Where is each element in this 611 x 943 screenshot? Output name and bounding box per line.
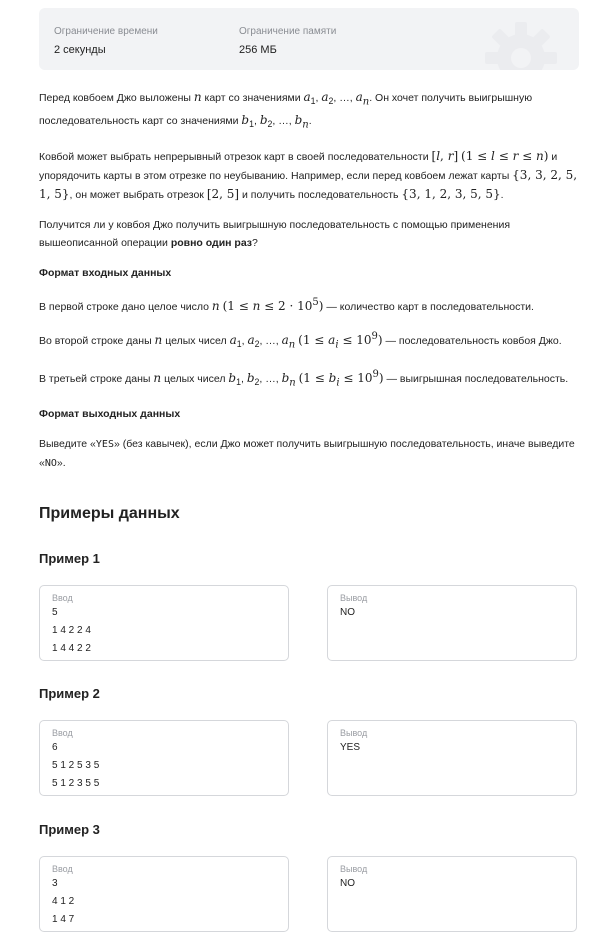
examples-heading: Примеры данных	[39, 505, 180, 522]
example-1-input-box[interactable]: Ввод 5 1 4 2 2 4 1 4 4 2 2	[39, 585, 289, 661]
example-3-input-box[interactable]: Ввод 3 4 1 2 1 4 7	[39, 856, 289, 932]
statement-paragraph-1: Перед ковбоем Джо выложены n карт со значениями $a_1$, $a_2$, …, $a_n$. Он хочет получить выигрышную последовательность карт со значениями $b_1$, $b_2$, …, $b_n$.	[39, 90, 533, 131]
output-format-title: Формат выходных данных	[39, 407, 181, 420]
example-1-title: Пример 1	[39, 551, 100, 566]
input-format-line-3: В третьей строке даны n целых чисел $b_1$, $b_2$, …, $b_n$ $(1 \le b_i \le 10^9)$ — выигрышная последовательность.	[39, 369, 569, 389]
example-1-output-box[interactable]: Вывод NO	[327, 585, 577, 661]
memory-limit-value: 256 МБ	[239, 44, 277, 56]
memory-limit-label: Ограничение памяти	[239, 26, 337, 37]
example-2-input-box[interactable]: Ввод 6 5 1 2 5 3 5 5 1 2 3 5 5	[39, 720, 289, 796]
input-format-title: Формат входных данных	[39, 266, 172, 279]
statement-paragraph-3: Получится ли у ковбоя Джо получить выигрышную последовательность с помощью применения вышеописанной операции ровно один раз?	[39, 218, 511, 249]
gear-icon	[481, 18, 561, 70]
statement-paragraph-2: Ковбой может выбрать непрерывный отрезок карт в своей последовательности [l, r] (1 ≤ l ≤ r ≤ n) и упорядочить карты в этом отрезке по неубыванию. Например, если перед ковбоем лежат карты {3, 3, 2, 5, 1, 5}, он может выбрать отрезок [2, 5] и получить последовательность {3, 1, 2, 3, 5, 5}.	[39, 148, 578, 201]
memory-limit	[239, 26, 336, 56]
limits-panel	[39, 8, 579, 70]
problem-statement	[39, 88, 579, 485]
time-limit-label: Ограничение времени	[54, 26, 158, 37]
example-3-output-box[interactable]: Вывод NO	[327, 856, 577, 932]
time-limit-value: 2 секунды	[54, 44, 106, 56]
example-2-title: Пример 2	[39, 686, 100, 701]
input-format-line-1: В первой строке дано целое число n $(1 \le n \le 2 \cdot 10^5)$ — количество карт в последовательности.	[39, 296, 534, 313]
time-limit	[54, 26, 158, 56]
example-3-title: Пример 3	[39, 822, 100, 837]
output-format-text: Выведите «YES» (без кавычек), если Джо может получить выигрышную последовательность, иначе выведите «NO».	[39, 437, 575, 469]
input-format-line-2: Во второй строке даны n целых чисел $a_1$, $a_2$, …, $a_n$ $(1 \le a_i \le 10^9)$ — последовательность ковбоя Джо.	[39, 330, 562, 351]
example-2-output-box[interactable]: Вывод YES	[327, 720, 577, 796]
